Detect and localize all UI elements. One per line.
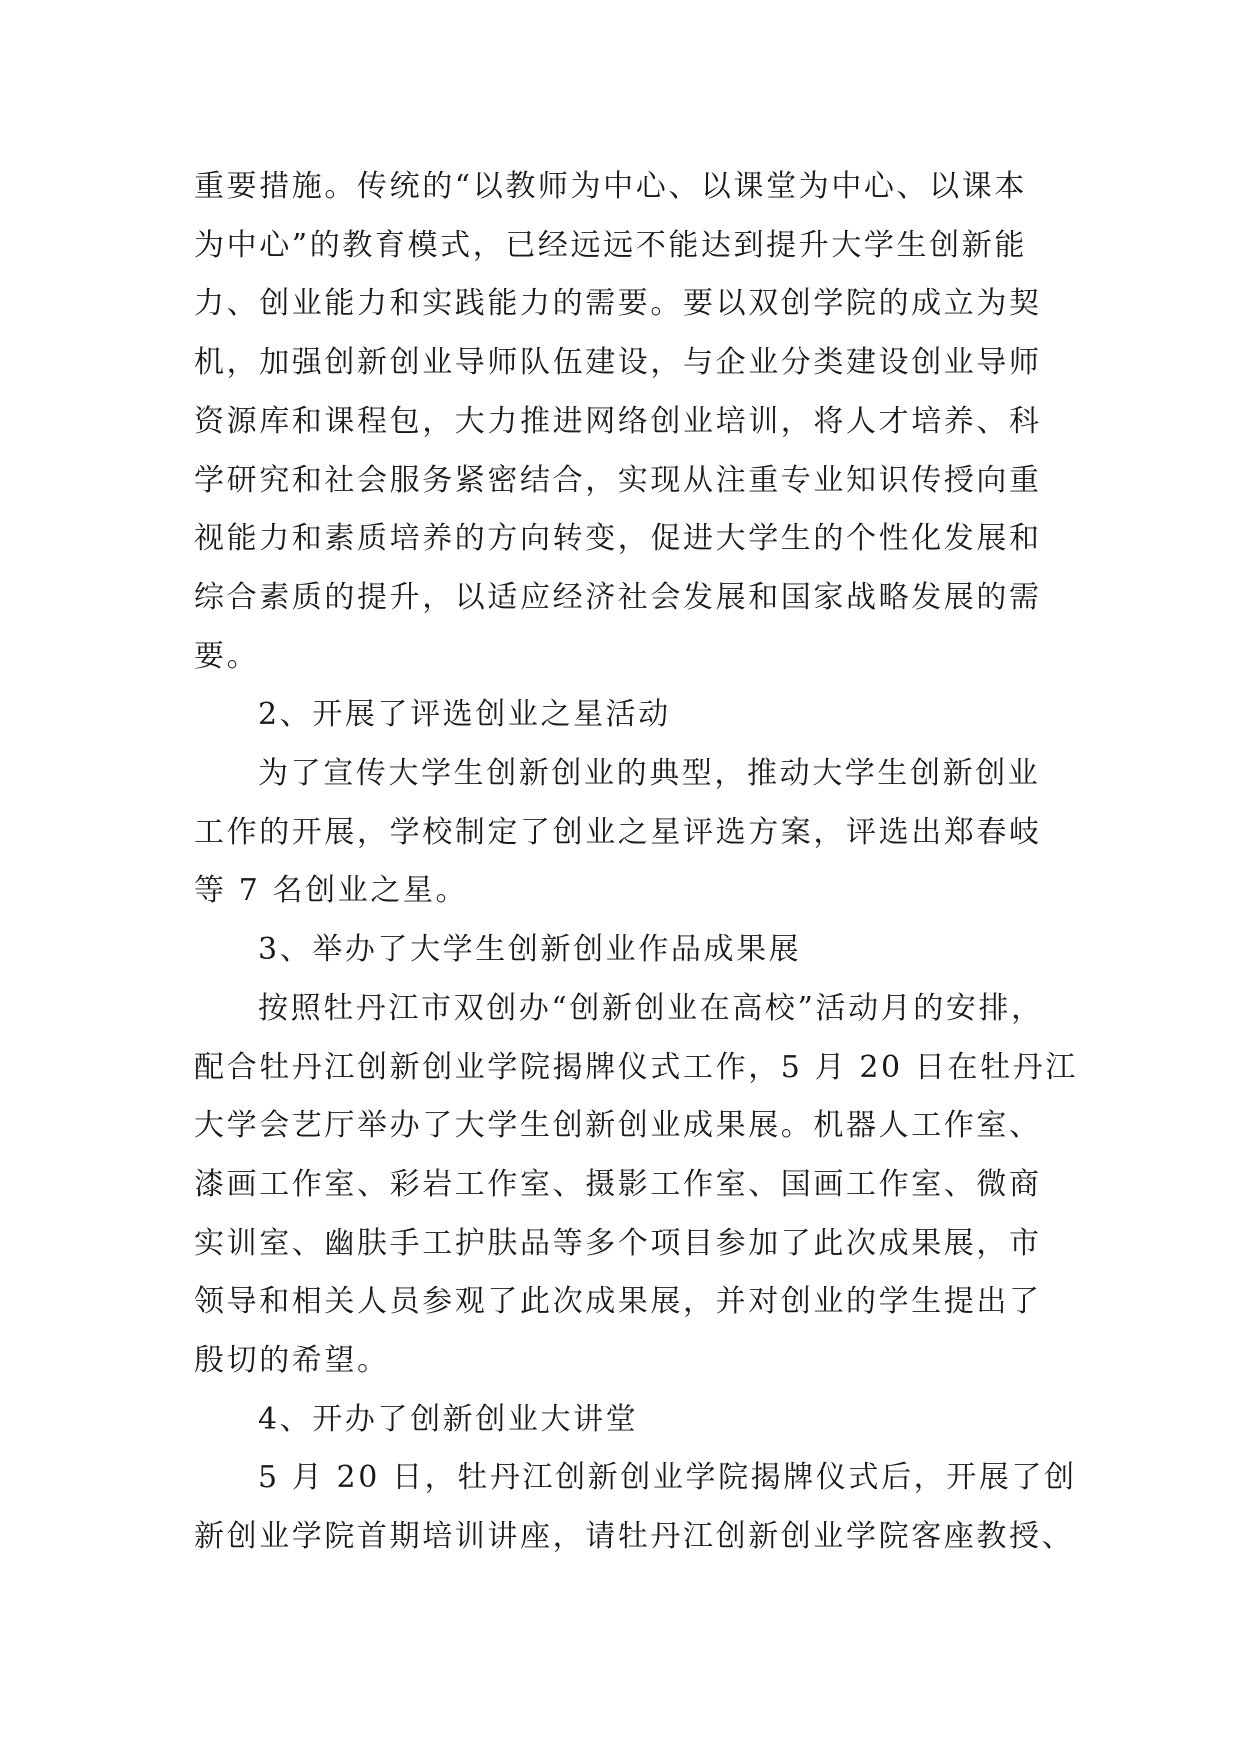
text-line: 资源库和课程包，大力推进网络创业培训，将人才培养、科 [194, 403, 1042, 439]
text-line: 视能力和素质培养的方向转变，促进大学生的个性化发展和 [194, 521, 1042, 557]
text-line: 5 月 20 日，牡丹江创新创业学院揭牌仪式后，开展了创 [258, 1460, 1077, 1496]
section-heading [194, 686, 1054, 745]
heading-text: 2、开展了评选创业之星活动 [258, 697, 671, 733]
text-line: 机，加强创新创业导师队伍建设，与企业分类建设创业导师 [194, 345, 1042, 381]
heading-text: 3、举办了大学生创新创业作品成果展 [258, 932, 802, 968]
text-line: 大学会艺厅举办了大学生创新创业成果展。机器人工作室、 [194, 1108, 1042, 1144]
text-line: 学研究和社会服务紧密结合，实现从注重专业知识传授向重 [194, 462, 1042, 498]
text-line: 漆画工作室、彩岩工作室、摄影工作室、国画工作室、微商 [194, 1166, 1042, 1202]
heading-text: 4、开办了创新创业大讲堂 [258, 1401, 639, 1437]
document-body [194, 158, 1078, 1567]
text-line: 力、创业能力和实践能力的需要。要以双创学院的成立为契 [194, 286, 1042, 322]
text-line: 按照牡丹江市双创办“创新创业在高校”活动月的安排， [258, 990, 1044, 1026]
paragraph [194, 158, 1054, 686]
text-line: 要。 [194, 638, 260, 674]
text-line: 新创业学院首期培训讲座，请牡丹江创新创业学院客座教授、 [194, 1519, 1075, 1555]
paragraph [194, 745, 1054, 921]
text-line: 为了宣传大学生创新创业的典型，推动大学生创新创业 [258, 756, 1041, 792]
text-line: 等 7 名创业之星。 [194, 873, 469, 909]
text-line: 配合牡丹江创新创业学院揭牌仪式工作，5 月 20 日在牡丹江 [194, 1049, 1078, 1085]
text-line: 重要措施。传统的“以教师为中心、以课堂为中心、以课本 [194, 169, 1027, 204]
paragraph [194, 1449, 1077, 1566]
text-line: 为中心”的教育模式，已经远远不能达到提升大学生创新能 [194, 227, 1027, 263]
text-line: 领导和相关人员参观了此次成果展，并对创业的学生提出了 [194, 1284, 1042, 1320]
text-line: 综合素质的提升，以适应经济社会发展和国家战略发展的需 [194, 579, 1042, 615]
text-line: 殷切的希望。 [194, 1343, 390, 1379]
section-heading [194, 921, 1054, 980]
paragraph [194, 980, 1078, 1391]
text-line: 工作的开展，学校制定了创业之星评选方案，评选出郑春岐 [194, 814, 1042, 850]
section-heading [194, 1391, 1054, 1450]
text-line: 实训室、幽肤手工护肤品等多个项目参加了此次成果展，市 [194, 1225, 1042, 1261]
